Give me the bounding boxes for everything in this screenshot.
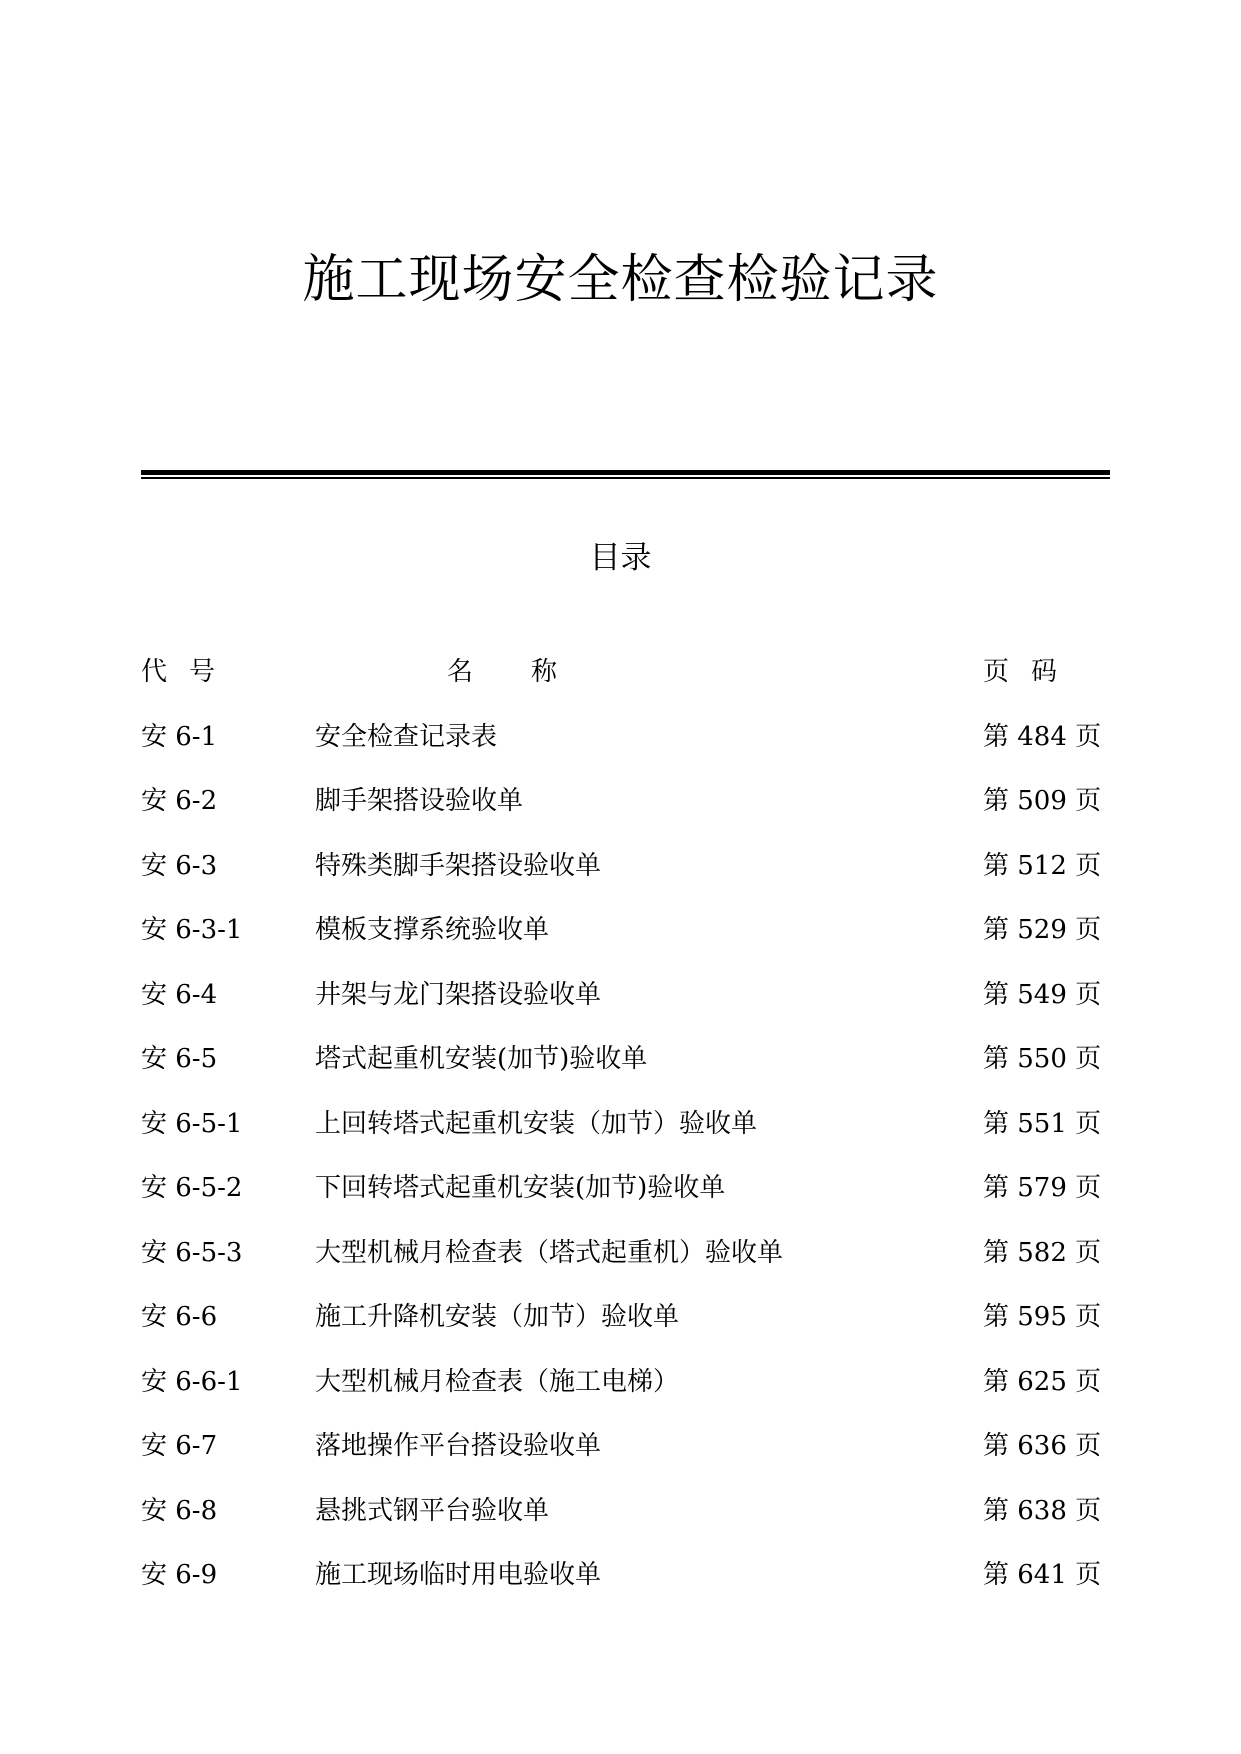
toc-title: 目录: [589, 540, 652, 576]
toc-name: 上回转塔式起重机安装（加节）验收单: [315, 1108, 758, 1139]
toc-row: [141, 1360, 1101, 1425]
toc-name: 大型机械月检查表（塔式起重机）验收单: [315, 1237, 784, 1268]
toc-code: 安 6-2: [141, 786, 218, 816]
toc-code: 安 6-3: [141, 850, 218, 881]
document-title: 施工现场安全检查检验记录: [302, 250, 939, 310]
toc-row: [141, 1553, 1101, 1618]
toc-name: 特殊类脚手架搭设验收单: [315, 850, 602, 881]
toc-page: 第 509 页: [983, 786, 1102, 816]
toc-name: 大型机械月检查表（施工电梯）: [315, 1366, 680, 1397]
toc-row: [141, 1489, 1101, 1554]
toc-name: 下回转塔式起重机安装(加节)验收单: [315, 1173, 726, 1203]
toc-page: 第 625 页: [983, 1366, 1102, 1397]
toc-name: 脚手架搭设验收单: [315, 786, 524, 816]
toc-page: 第 512 页: [983, 850, 1102, 881]
title-divider-thin: [141, 477, 1110, 479]
toc-code: 安 6-8: [141, 1495, 218, 1526]
table-of-contents: [141, 650, 1101, 1618]
toc-name: 悬挑式钢平台验收单: [315, 1495, 550, 1526]
toc-code: 安 6-5-3: [141, 1237, 243, 1268]
toc-name: 落地操作平台搭设验收单: [315, 1431, 602, 1461]
toc-code: 安 6-5-2: [141, 1173, 243, 1203]
toc-row: [141, 908, 1101, 973]
toc-page: 第 595 页: [983, 1302, 1102, 1332]
toc-code: 安 6-4: [141, 979, 218, 1010]
toc-page: 第 579 页: [983, 1173, 1102, 1203]
toc-code: 安 6-5: [141, 1044, 218, 1074]
toc-page: 第 550 页: [983, 1044, 1102, 1074]
toc-name: 安全检查记录表: [315, 721, 498, 752]
toc-page: 第 638 页: [983, 1495, 1102, 1526]
header-name: 名称: [447, 657, 616, 687]
title-divider-thick: [141, 470, 1110, 475]
toc-row: [141, 1166, 1101, 1231]
toc-page: 第 529 页: [983, 915, 1102, 945]
toc-name: 井架与龙门架搭设验收单: [315, 979, 602, 1010]
header-code: 代号: [141, 657, 238, 687]
toc-row: [141, 844, 1101, 909]
toc-name: 塔式起重机安装(加节)验收单: [315, 1044, 648, 1074]
toc-page: 第 551 页: [983, 1108, 1102, 1139]
toc-name: 施工现场临时用电验收单: [315, 1560, 602, 1590]
toc-page: 第 582 页: [983, 1237, 1102, 1268]
toc-header-row: [141, 650, 1101, 715]
toc-code: 安 6-9: [141, 1560, 218, 1590]
toc-row: [141, 779, 1101, 844]
toc-row: [141, 1295, 1101, 1360]
toc-row: [141, 973, 1101, 1038]
toc-code: 安 6-5-1: [141, 1108, 243, 1139]
toc-name: 施工升降机安装（加节）验收单: [315, 1302, 680, 1332]
toc-row: [141, 1037, 1101, 1102]
toc-row: [141, 1102, 1101, 1167]
toc-name: 模板支撑系统验收单: [315, 915, 550, 945]
toc-code: 安 6-1: [141, 721, 218, 752]
toc-code: 安 6-7: [141, 1431, 218, 1461]
toc-code: 安 6-6-1: [141, 1366, 243, 1397]
toc-page: 第 484 页: [983, 721, 1102, 752]
header-page: 页码: [983, 657, 1080, 687]
toc-code: 安 6-3-1: [141, 915, 243, 945]
toc-row: [141, 715, 1101, 780]
toc-page: 第 549 页: [983, 979, 1102, 1010]
toc-page: 第 636 页: [983, 1431, 1102, 1461]
toc-code: 安 6-6: [141, 1302, 218, 1332]
toc-rows: [141, 715, 1101, 1618]
toc-row: [141, 1231, 1101, 1296]
toc-row: [141, 1424, 1101, 1489]
toc-page: 第 641 页: [983, 1560, 1102, 1590]
